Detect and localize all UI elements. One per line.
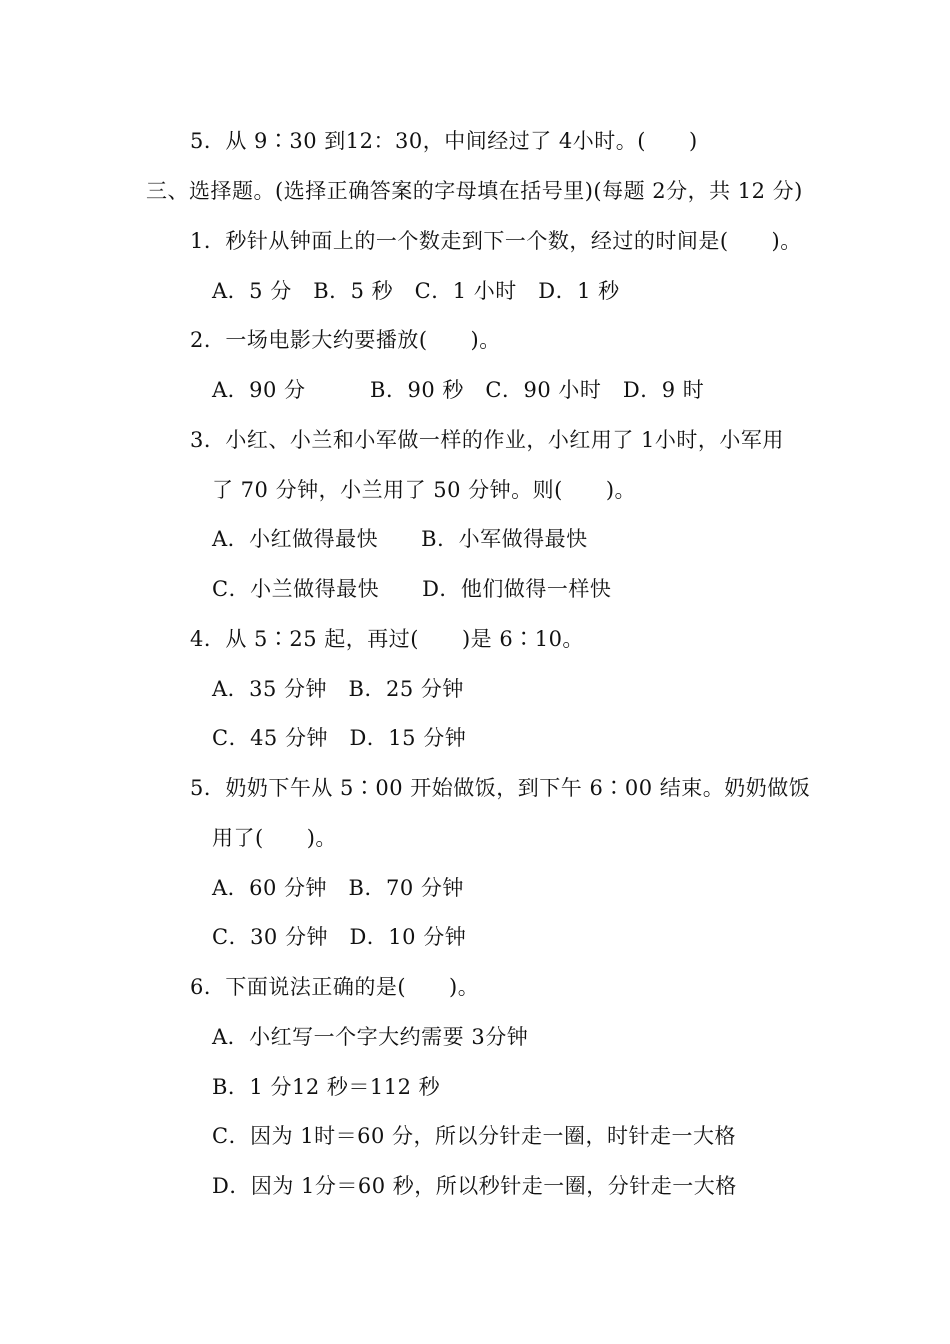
question-5-stem-line-2: 用了( )。 <box>212 826 337 850</box>
question-6-option-c: C．因为 1时＝60 分，所以分针走一圈，时针走一大格 <box>212 1124 736 1148</box>
question-2-options: A．90 分 B．90 秒 C．90 小时 D．9 时 <box>212 378 705 402</box>
question-6-option-d: D．因为 1分＝60 秒，所以秒针走一圈，分针走一大格 <box>212 1174 737 1198</box>
question-4-options-ab: A．35 分钟 B．25 分钟 <box>212 677 464 701</box>
question-5-stem-line-1: 5．奶奶下午从 5∶00 开始做饭，到下午 6∶00 结束。奶奶做饭 <box>190 776 811 800</box>
question-6-option-b: B．1 分12 秒＝112 秒 <box>212 1075 441 1099</box>
question-6-stem: 6．下面说法正确的是( )。 <box>190 975 480 999</box>
question-4-stem: 4．从 5∶25 起，再过( )是 6∶10。 <box>190 627 584 651</box>
question-1-stem: 1．秒针从钟面上的一个数走到下一个数，经过的时间是( )。 <box>190 229 802 253</box>
question-6-option-a: A．小红写一个字大约需要 3分钟 <box>212 1025 529 1049</box>
question-3-stem-line-1: 3．小红、小兰和小军做一样的作业，小红用了 1小时，小军用 <box>190 428 784 452</box>
section-heading-choice: 三、选择题。(选择正确答案的字母填在括号里)(每题 2分，共 12 分) <box>146 179 803 203</box>
question-4-options-cd: C．45 分钟 D．15 分钟 <box>212 726 467 750</box>
question-5-options-ab: A．60 分钟 B．70 分钟 <box>212 876 464 900</box>
question-3-options-cd: C．小兰做得最快 D．他们做得一样快 <box>212 577 612 601</box>
question-2-stem: 2．一场电影大约要播放( )。 <box>190 328 501 352</box>
question-3-stem-line-2: 了 70 分钟，小兰用了 50 分钟。则( )。 <box>212 478 637 502</box>
question-5-options-cd: C．30 分钟 D．10 分钟 <box>212 925 467 949</box>
judgment-item-5: 5．从 9∶30 到12：30，中间经过了 4小时。( ) <box>190 129 698 153</box>
question-3-options-ab: A．小红做得最快 B．小军做得最快 <box>212 527 588 551</box>
question-1-options: A．5 分 B．5 秒 C．1 小时 D．1 秒 <box>212 279 620 303</box>
